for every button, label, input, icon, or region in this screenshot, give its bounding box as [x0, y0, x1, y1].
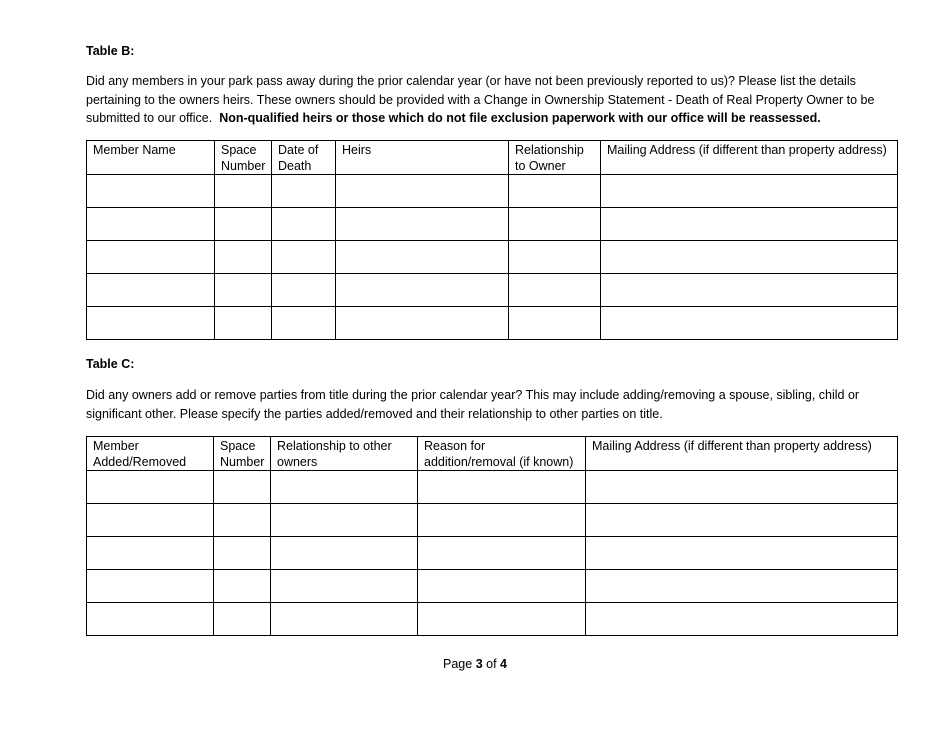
- table-c-cell[interactable]: [87, 471, 214, 504]
- table-b-row: [87, 241, 898, 274]
- table-b-cell[interactable]: [509, 241, 601, 274]
- table-c-row: [87, 471, 898, 504]
- table-c-cell[interactable]: [586, 537, 898, 570]
- table-b-column-header: Heirs: [336, 141, 509, 175]
- table-b-cell[interactable]: [87, 208, 215, 241]
- table-c-cell[interactable]: [586, 504, 898, 537]
- table-c-column-header: Mailing Address (if different than property address): [586, 437, 898, 471]
- table-c-cell[interactable]: [418, 471, 586, 504]
- table-b-cell[interactable]: [87, 307, 215, 340]
- table-c-cell[interactable]: [87, 603, 214, 636]
- table-b-reassessment-warning: Non-qualified heirs or those which do not file exclusion paperwork with our office will be reassessed.: [219, 111, 821, 126]
- table-c-cell[interactable]: [586, 570, 898, 603]
- table-b-row: [87, 307, 898, 340]
- table-b-cell[interactable]: [509, 307, 601, 340]
- table-c-intro-line-1: Did any owners add or remove parties from title during the prior calendar year? This may include adding/removing a spouse, sibling, child or: [86, 388, 860, 402]
- table-c-row: [87, 504, 898, 537]
- table-b-cell[interactable]: [336, 307, 509, 340]
- table-b-cell[interactable]: [272, 307, 336, 340]
- table-b-cell[interactable]: [272, 208, 336, 241]
- table-c-cell[interactable]: [271, 471, 418, 504]
- table-b-cell[interactable]: [272, 175, 336, 208]
- table-c-cell[interactable]: [214, 504, 271, 537]
- table-b-cell[interactable]: [601, 241, 898, 274]
- table-c-header-row: [87, 437, 898, 471]
- table-c-row: [87, 537, 898, 570]
- table-b-cell[interactable]: [509, 175, 601, 208]
- table-b-column-header: Date of Death: [272, 141, 336, 175]
- table-c-column-header: Member Added/Removed: [87, 437, 214, 471]
- table-b-intro: [86, 72, 876, 128]
- table-b-intro-line-1: Did any members in your park pass away during the prior calendar year (or have not been previously reported to us)? Please list the details: [86, 74, 856, 88]
- table-b-cell[interactable]: [215, 274, 272, 307]
- table-c-cell[interactable]: [87, 504, 214, 537]
- table-c-cell[interactable]: [87, 537, 214, 570]
- table-b-intro-line-3: [86, 109, 876, 128]
- table-b-cell[interactable]: [215, 241, 272, 274]
- table-c-column-header: Space Number: [214, 437, 271, 471]
- table-c-cell[interactable]: [214, 570, 271, 603]
- table-c-cell[interactable]: [214, 471, 271, 504]
- table-c-cell[interactable]: [271, 504, 418, 537]
- table-b-cell[interactable]: [336, 274, 509, 307]
- table-b-heading: Table B:: [86, 44, 135, 58]
- table-b-column-header: Space Number: [215, 141, 272, 175]
- table-c-cell[interactable]: [418, 603, 586, 636]
- table-b-cell[interactable]: [87, 241, 215, 274]
- table-b-cell[interactable]: [601, 208, 898, 241]
- table-b-column-header: Relationship to Owner: [509, 141, 601, 175]
- table-b-cell[interactable]: [87, 175, 215, 208]
- table-b-row: [87, 175, 898, 208]
- table-c-heading: Table C:: [86, 357, 135, 371]
- table-c-cell[interactable]: [271, 570, 418, 603]
- table-b-cell[interactable]: [601, 175, 898, 208]
- table-b-cell[interactable]: [87, 274, 215, 307]
- table-b: [86, 140, 898, 340]
- page-of-label: of: [486, 657, 497, 671]
- table-c-cell[interactable]: [586, 471, 898, 504]
- table-c-cell[interactable]: [87, 570, 214, 603]
- page-number: [0, 657, 950, 671]
- table-c-cell[interactable]: [418, 504, 586, 537]
- table-b-row: [87, 208, 898, 241]
- table-b-header-row: [87, 141, 898, 175]
- table-c-cell[interactable]: [271, 603, 418, 636]
- table-c-row: [87, 570, 898, 603]
- table-b-cell[interactable]: [215, 208, 272, 241]
- table-b-cell[interactable]: [336, 208, 509, 241]
- table-b-cell[interactable]: [215, 307, 272, 340]
- table-c-intro-line-2: significant other. Please specify the parties added/removed and their relationship to other parties on title.: [86, 406, 663, 421]
- table-b-row: [87, 274, 898, 307]
- table-c-row: [87, 603, 898, 636]
- page-label: Page: [443, 657, 473, 671]
- table-c-body: [87, 471, 898, 636]
- table-c-cell[interactable]: [214, 537, 271, 570]
- total-pages-number: 4: [500, 657, 507, 671]
- table-b-cell[interactable]: [336, 175, 509, 208]
- table-c-cell[interactable]: [586, 603, 898, 636]
- table-c-cell[interactable]: [418, 537, 586, 570]
- table-b-column-header: Member Name: [87, 141, 215, 175]
- table-c-cell[interactable]: [214, 603, 271, 636]
- table-b-intro-line-3-text: submitted to our office.: [86, 111, 220, 126]
- current-page-number: 3: [475, 657, 483, 671]
- table-b-cell[interactable]: [509, 274, 601, 307]
- table-c: [86, 436, 898, 636]
- table-c-cell[interactable]: [271, 537, 418, 570]
- table-b-intro-line-2: pertaining to the owners heirs. These owners should be provided with a Change in Ownership Statement - Death of Real Property Owner to be: [86, 92, 875, 107]
- table-b-column-header: Mailing Address (if different than property address): [601, 141, 898, 175]
- table-b-cell[interactable]: [509, 208, 601, 241]
- table-b-cell[interactable]: [272, 274, 336, 307]
- table-b-cell[interactable]: [272, 241, 336, 274]
- table-b-cell[interactable]: [601, 274, 898, 307]
- table-c-intro: [86, 386, 876, 423]
- table-b-body: [87, 175, 898, 340]
- table-c-column-header: Relationship to other owners: [271, 437, 418, 471]
- table-b-cell[interactable]: [336, 241, 509, 274]
- table-b-cell[interactable]: [215, 175, 272, 208]
- table-c-column-header: Reason for addition/removal (if known): [418, 437, 586, 471]
- table-b-cell[interactable]: [601, 307, 898, 340]
- table-c-cell[interactable]: [418, 570, 586, 603]
